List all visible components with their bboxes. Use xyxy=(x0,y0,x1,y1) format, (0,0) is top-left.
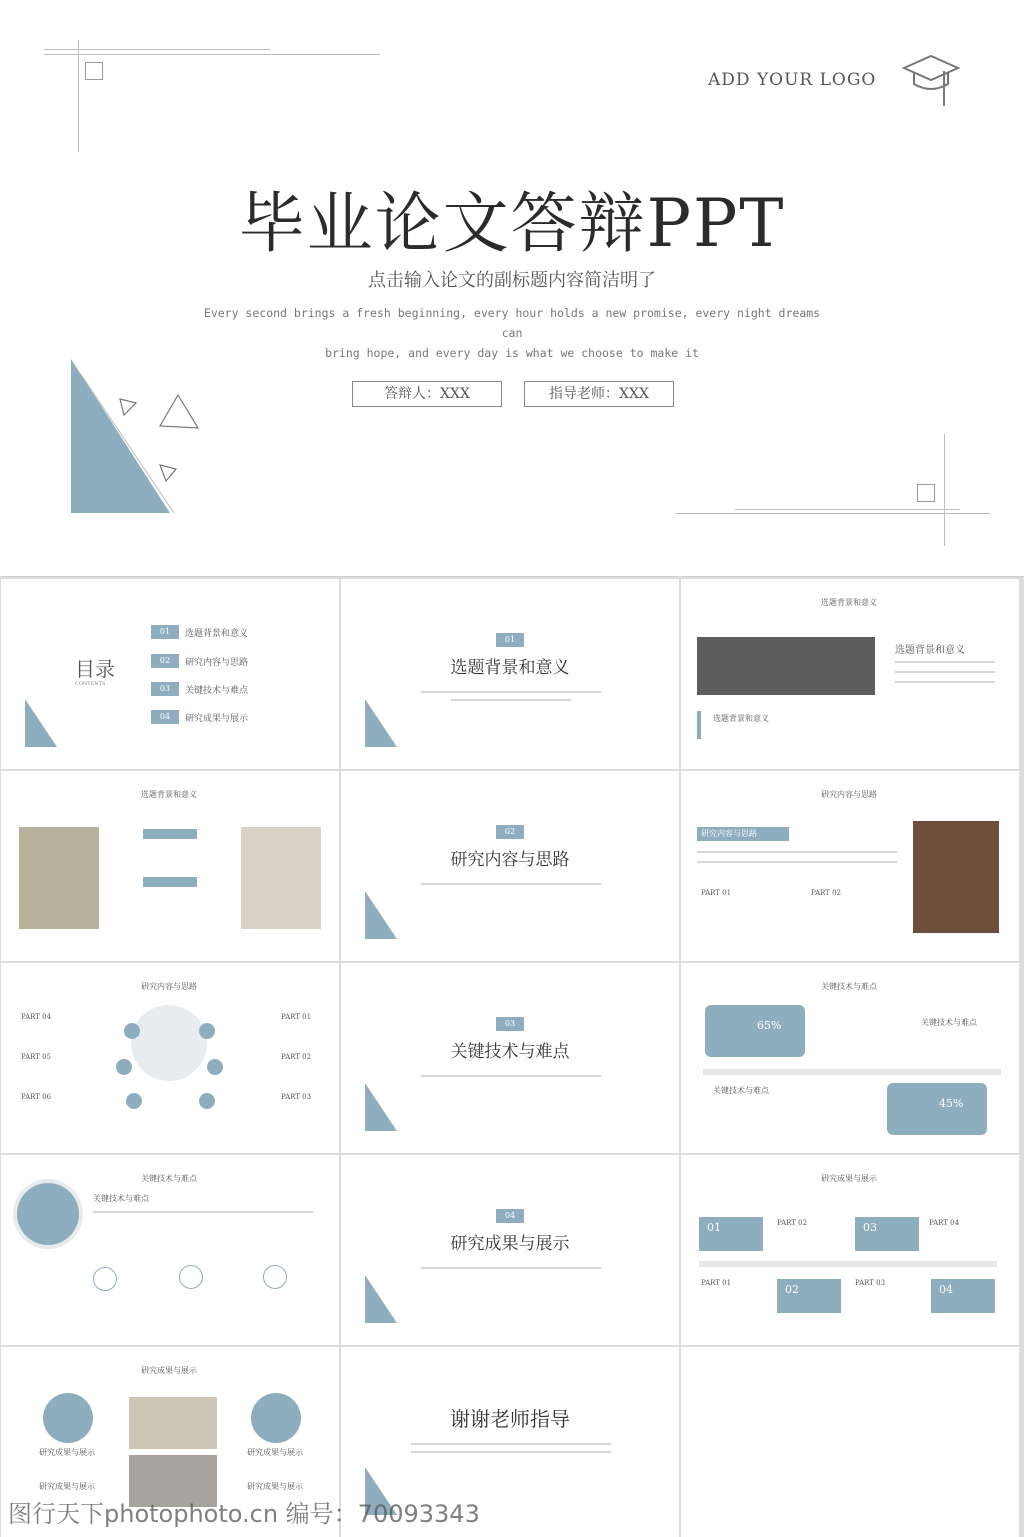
graduation-cap-icon xyxy=(900,48,962,110)
s3-line xyxy=(895,661,995,663)
slide-thumbnail-grid xyxy=(0,577,1024,1536)
sec3-num: 03 xyxy=(496,1017,524,1031)
s12-part-3: PART 01 xyxy=(701,1279,732,1287)
s9-sub: 关键技术与难点 xyxy=(713,1086,769,1095)
slide-section-3[interactable] xyxy=(341,963,679,1153)
sec4-title: 研究成果与展示 xyxy=(450,1234,570,1254)
slide-section-4[interactable] xyxy=(341,1155,679,1345)
s3-accent-bar xyxy=(697,711,701,739)
s13-head: 研究成果与展示 xyxy=(141,1366,197,1375)
triangle-decoration xyxy=(60,355,210,520)
sec3-text-line xyxy=(421,1075,601,1077)
slide-tech-1[interactable] xyxy=(681,963,1019,1153)
thanks-title: 谢谢老师指导 xyxy=(450,1407,570,1431)
s7-center-circle xyxy=(131,1005,207,1081)
mug-photo xyxy=(241,827,321,929)
s7-head: 研究内容与思路 xyxy=(141,982,197,991)
english-line-2: bring hope, and every day is what we choose to make it xyxy=(325,346,699,360)
sec1-text-line-2 xyxy=(451,699,571,701)
advisor-box: 指导老师：XXX xyxy=(524,381,674,407)
toc-label-4: 研究成果与展示 xyxy=(185,714,249,724)
thanks-line xyxy=(411,1443,611,1445)
toc-triangle-icon xyxy=(23,697,73,749)
s7-part-r1: PART 01 xyxy=(281,1013,312,1021)
slide-empty xyxy=(681,1347,1019,1537)
cover-subtitle: 点击输入论文的副标题内容简洁明了 xyxy=(368,270,656,291)
search-icon xyxy=(93,1267,117,1291)
sec1-triangle-icon xyxy=(363,697,413,749)
sec2-text-line xyxy=(421,883,601,885)
s7-part-l3: PART 06 xyxy=(21,1093,52,1101)
toc-num-3: 03 xyxy=(151,682,179,696)
slide-background-2[interactable] xyxy=(1,771,339,961)
sec4-num: 04 xyxy=(496,1209,524,1223)
s7-part-r2: PART 02 xyxy=(281,1053,312,1061)
s9-card-1 xyxy=(705,1005,805,1057)
cover-english-text xyxy=(200,303,824,363)
defender-box: 答辩人：XXX xyxy=(352,381,502,407)
sec4-triangle-icon xyxy=(363,1273,413,1325)
s13-label-2: 研究成果与展示 xyxy=(39,1482,95,1491)
slide-background-1[interactable] xyxy=(681,579,1019,769)
s13-label-1: 研究成果与展示 xyxy=(39,1448,95,1457)
s13-circle-2 xyxy=(251,1393,301,1443)
s13-circle-1 xyxy=(43,1393,93,1443)
sec1-title: 选题背景和意义 xyxy=(450,658,570,678)
cover-right-vline xyxy=(944,434,945,546)
tag-icon xyxy=(179,1265,203,1289)
s12-num-4: 04 xyxy=(939,1283,953,1296)
cover-bottom-line xyxy=(675,513,990,514)
s10-pencil-circle xyxy=(17,1183,79,1245)
s3-line-3 xyxy=(895,681,995,683)
cover-top-line-2 xyxy=(44,54,380,55)
slide-section-2[interactable] xyxy=(341,771,679,961)
s6-line-2 xyxy=(697,861,897,863)
s9-pct2: 45% xyxy=(939,1097,964,1110)
s9-divider xyxy=(703,1069,1001,1075)
s12-part-4: PART 03 xyxy=(855,1279,886,1287)
toc-label-3: 关键技术与难点 xyxy=(185,686,249,696)
slide-tech-2[interactable] xyxy=(1,1155,339,1345)
book-photo xyxy=(129,1397,217,1449)
s6-line xyxy=(697,851,897,853)
sec2-num: 02 xyxy=(496,825,524,839)
toc-num-1: 01 xyxy=(151,625,179,639)
s6-part1: PART 01 xyxy=(701,889,732,897)
s7-part-l2: PART 05 xyxy=(21,1053,52,1061)
sec2-title: 研究内容与思路 xyxy=(450,850,570,870)
s12-head: 研究成果与展示 xyxy=(821,1174,877,1183)
s7-dot-5 xyxy=(126,1093,142,1109)
sec3-title: 关键技术与难点 xyxy=(450,1042,570,1062)
cover-left-vline xyxy=(78,40,79,152)
slide-research-2[interactable] xyxy=(1,963,339,1153)
s3-line-2 xyxy=(895,671,995,673)
s9-card-2 xyxy=(887,1083,987,1135)
s4-tag-2 xyxy=(143,877,197,887)
s7-part-r3: PART 03 xyxy=(281,1093,312,1101)
s12-num-2: 02 xyxy=(785,1283,799,1296)
s7-dot-2 xyxy=(199,1023,215,1039)
laptop-photo xyxy=(697,637,875,695)
s4-head: 选题背景和意义 xyxy=(141,790,197,799)
toc-label-2: 研究内容与思路 xyxy=(185,658,249,668)
watermark-text: 图行天下photophoto.cn 编号：70093343 xyxy=(8,1500,480,1528)
s7-dot-3 xyxy=(116,1059,132,1075)
s10-line xyxy=(93,1211,313,1213)
logo-text: ADD YOUR LOGO xyxy=(708,70,877,90)
s3-head: 选题背景和意义 xyxy=(821,598,877,607)
dessert-photo xyxy=(913,821,999,933)
s9-pct1: 65% xyxy=(757,1019,782,1032)
english-line-1: Every second brings a fresh beginning, every hour holds a new promise, every night dreams can xyxy=(203,306,821,340)
s9-head: 关键技术与难点 xyxy=(821,982,877,991)
s12-num-1: 01 xyxy=(707,1221,721,1234)
s6-part2: PART 02 xyxy=(811,889,842,897)
s3-sub: 选题背景和意义 xyxy=(713,714,769,723)
cover-square-top xyxy=(85,62,103,80)
thanks-line-2 xyxy=(411,1451,611,1453)
s12-part-1: PART 02 xyxy=(777,1219,808,1227)
cover-bottom-line-2 xyxy=(735,509,960,510)
cover-slide xyxy=(0,0,1024,577)
s9-side: 关键技术与难点 xyxy=(921,1018,977,1027)
sec2-triangle-icon xyxy=(363,889,413,941)
sec4-text-line xyxy=(421,1267,601,1269)
toc-num-4: 04 xyxy=(151,710,179,724)
s13-label-4: 研究成果与展示 xyxy=(247,1482,303,1491)
s7-dot-4 xyxy=(207,1059,223,1075)
s6-tag: 研究内容与思路 xyxy=(697,827,789,841)
sec3-triangle-icon xyxy=(363,1081,413,1133)
s12-divider xyxy=(699,1261,997,1267)
toc-label-1: 选题背景和意义 xyxy=(185,629,249,639)
cover-title: 毕业论文答辩PPT xyxy=(238,185,786,262)
s7-dot-1 xyxy=(124,1023,140,1039)
s7-dot-6 xyxy=(199,1093,215,1109)
camera-icon xyxy=(263,1265,287,1289)
notebook-photo xyxy=(19,827,99,929)
sec1-num: 01 xyxy=(496,633,524,647)
sec1-text-line xyxy=(421,691,601,693)
cover-square-bottom xyxy=(917,484,935,502)
s12-part-2: PART 04 xyxy=(929,1219,960,1227)
slide-results-1[interactable] xyxy=(681,1155,1019,1345)
slide-toc[interactable] xyxy=(1,579,339,769)
s13-label-3: 研究成果与展示 xyxy=(247,1448,303,1457)
s10-head: 关键技术与难点 xyxy=(141,1174,197,1183)
s10-sub: 关键技术与难点 xyxy=(93,1194,149,1203)
s4-tag-1 xyxy=(143,829,197,839)
s7-part-l1: PART 04 xyxy=(21,1013,52,1021)
toc-num-2: 02 xyxy=(151,654,179,668)
s3-side: 选题背景和意义 xyxy=(895,645,965,656)
slide-research-1[interactable] xyxy=(681,771,1019,961)
toc-title: 目录 xyxy=(75,657,115,681)
s6-head: 研究内容与思路 xyxy=(821,790,877,799)
toc-sub: CONTENTS xyxy=(75,681,106,687)
slide-section-1[interactable] xyxy=(341,579,679,769)
s12-num-3: 03 xyxy=(863,1221,877,1234)
